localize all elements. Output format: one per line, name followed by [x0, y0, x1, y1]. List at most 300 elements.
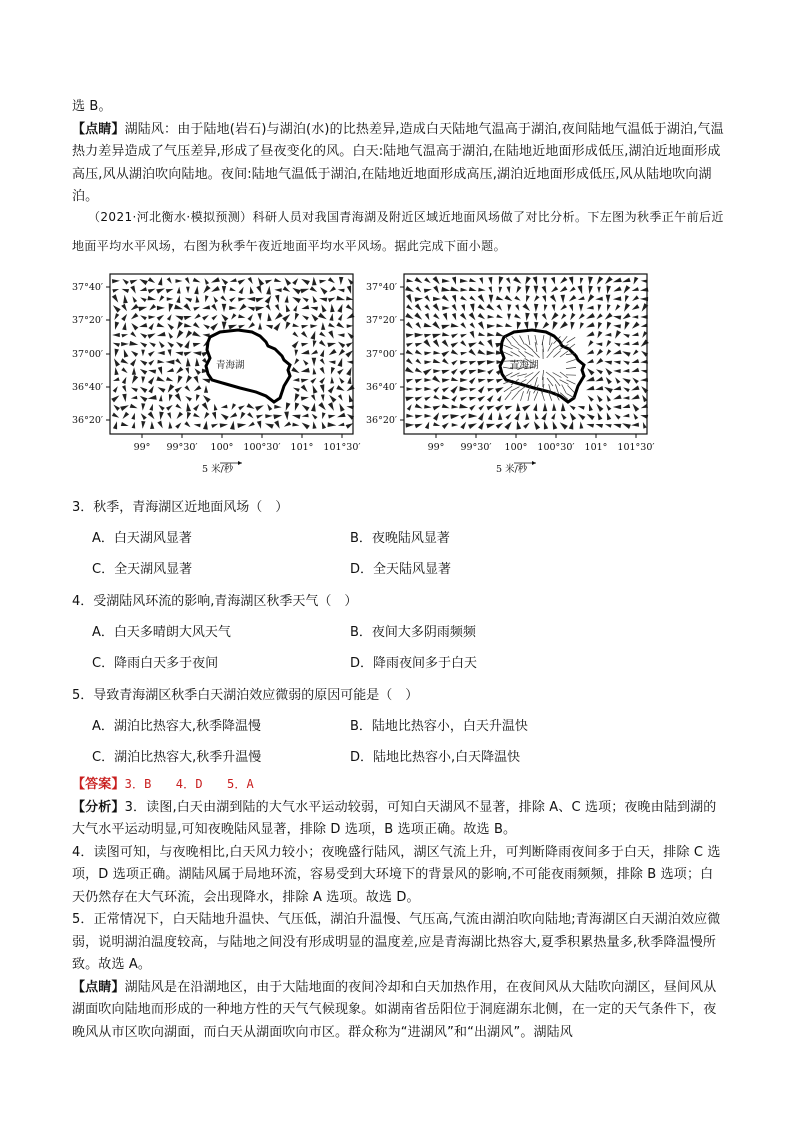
wind-vector — [406, 350, 414, 355]
wind-vector — [478, 405, 484, 411]
wind-vector — [433, 406, 441, 411]
wind-vector — [579, 313, 585, 319]
wind-vector — [157, 315, 164, 321]
wind-vector — [415, 333, 424, 338]
wind-vector — [140, 315, 147, 320]
wind-vector — [113, 405, 120, 411]
wind-vector — [469, 414, 478, 419]
wind-vector — [613, 395, 621, 400]
wind-vector — [544, 304, 548, 311]
wind-vector — [495, 405, 503, 412]
wind-vector — [432, 321, 440, 329]
wind-vector — [405, 286, 414, 292]
wind-vector — [275, 304, 280, 311]
wind-vector — [597, 331, 602, 338]
wind-vector — [311, 394, 316, 401]
wind-vector — [169, 394, 173, 401]
wind-vector — [255, 307, 264, 312]
wind-vector — [302, 405, 310, 412]
wind-vector — [586, 424, 594, 428]
wind-vector — [140, 333, 147, 338]
wind-vector — [295, 393, 300, 402]
wind-vector — [506, 277, 511, 284]
q4-option-b[interactable]: B．夜间大多阴雨频频 — [350, 625, 476, 640]
wind-vector — [499, 287, 503, 294]
latitude-label: 37°20′ — [366, 315, 398, 326]
wind-vector — [301, 325, 308, 329]
wind-vector — [505, 406, 513, 410]
wind-vector — [543, 278, 547, 285]
wind-vector — [632, 341, 639, 345]
wind-vector — [203, 285, 210, 293]
wind-vector — [433, 351, 440, 355]
wind-vector — [470, 322, 476, 328]
q4-option-d[interactable]: D．降雨夜间多于白天 — [350, 656, 478, 671]
wind-vector — [185, 367, 189, 374]
wind-vector — [406, 322, 413, 329]
wind-vector — [570, 413, 576, 421]
wind-vector — [450, 414, 459, 419]
wind-vector — [258, 323, 262, 330]
wind-vector — [487, 388, 494, 392]
wind-vector — [275, 295, 279, 303]
wind-vector — [338, 394, 343, 401]
wind-vector — [561, 295, 566, 304]
wind-vector — [542, 322, 549, 329]
wind-vector — [451, 342, 459, 348]
wind-vector — [423, 339, 430, 347]
wind-vector — [250, 286, 254, 294]
wind-vector — [586, 386, 594, 390]
wind-vector — [322, 422, 326, 430]
wind-vector — [516, 286, 521, 294]
q5-option-a[interactable]: A．湖泊比热容大,秋季降温慢 — [92, 719, 262, 734]
wind-vector — [441, 325, 450, 329]
wind-vector — [613, 369, 620, 373]
wind-vector — [623, 342, 630, 346]
wind-vector — [597, 395, 603, 402]
wind-vector — [220, 423, 228, 427]
wind-vector — [211, 286, 220, 292]
wind-vector — [192, 331, 201, 337]
wind-vector — [112, 294, 119, 302]
wind-vector — [141, 403, 145, 410]
wind-vector — [586, 313, 595, 319]
latitude-label: 37°40′ — [366, 282, 398, 293]
lake-label: 青海湖 — [216, 360, 245, 371]
wind-vector — [111, 395, 119, 402]
wind-vector — [312, 358, 317, 367]
wind-vector — [148, 386, 153, 394]
wind-vector — [112, 413, 119, 418]
wind-vector — [177, 287, 181, 294]
wind-vector — [149, 342, 156, 347]
wind-vector — [460, 334, 467, 338]
wind-vector — [166, 377, 173, 381]
wind-vector — [196, 394, 200, 401]
wind-vector — [177, 412, 183, 419]
wind-vector — [346, 304, 353, 310]
wind-vector — [613, 296, 621, 301]
wind-vector — [442, 370, 450, 374]
wind-vector — [338, 314, 343, 321]
tip2-paragraph — [72, 977, 724, 1045]
wind-vector — [441, 287, 450, 292]
lake-wind-vector — [521, 391, 524, 401]
wind-vector — [184, 352, 192, 357]
wind-vector — [238, 314, 245, 318]
q3-option-c[interactable]: C．全天湖风显著 — [92, 562, 193, 577]
latitude-label: 36°20′ — [72, 415, 104, 426]
wind-vector — [569, 277, 573, 286]
wind-vector — [273, 415, 282, 420]
wind-vector — [148, 395, 157, 400]
wind-vector — [469, 405, 475, 411]
wind-vector — [487, 406, 495, 411]
wind-vector — [292, 278, 298, 285]
wind-vector — [634, 277, 639, 285]
wind-vector — [123, 412, 130, 419]
wind-vector — [596, 343, 603, 347]
wind-vector — [442, 358, 449, 364]
wind-vector — [515, 304, 519, 311]
wind-vector — [442, 332, 450, 336]
wind-vector — [535, 413, 539, 420]
wind-vector — [631, 423, 639, 427]
tip2-text: 湖陆风是在沿湖地区，由于大陆地面的夜间冷却和白天加热作用，在夜间风从大陆吹向湖区，昼间风从湖面吹向陆地而形成的一种地方性的天气气候现象。如湖南省岳阳位于洞庭湖东北侧，在一定的天气条件下，夜晚风从市区吹向湖面，而白天从湖面吹向市区。群众称为“进湖风”和“出湖风”。湖陆风 — [72, 979, 717, 1040]
wind-vector — [202, 315, 209, 321]
wind-vector — [184, 385, 190, 391]
wind-vector — [477, 361, 486, 366]
wind-vector — [622, 404, 630, 408]
scale-label: 5 米/秒 — [496, 464, 528, 475]
wind-vector — [328, 422, 337, 427]
wind-vector — [607, 322, 612, 330]
wind-vector — [158, 387, 166, 393]
wind-vector — [321, 304, 326, 312]
wind-vector — [460, 361, 468, 365]
wind-vector — [148, 315, 155, 319]
scale-arrow-head — [532, 461, 536, 465]
wind-vector — [534, 421, 540, 430]
wind-vector — [293, 305, 297, 312]
wind-vector — [302, 423, 310, 430]
wind-vector — [478, 341, 485, 346]
wind-vector — [633, 413, 638, 420]
wind-vector — [238, 298, 246, 302]
wind-vector — [186, 287, 190, 294]
wind-vector — [339, 403, 344, 412]
wind-vector — [487, 339, 493, 348]
wind-vector — [488, 277, 492, 285]
wind-vector — [631, 368, 639, 372]
q5-option-d[interactable]: D．陆地比热容小,白天降温快 — [350, 750, 521, 765]
wind-vector — [302, 414, 309, 418]
wind-vector — [534, 313, 538, 321]
wind-vector — [194, 286, 199, 295]
wind-vector — [293, 388, 300, 392]
wind-vector — [266, 304, 271, 311]
wind-vector — [606, 340, 611, 347]
wind-vector — [622, 378, 630, 384]
wind-vector — [433, 412, 439, 420]
wind-vector — [415, 286, 421, 292]
wind-vector — [487, 324, 495, 328]
wind-vector — [460, 386, 469, 391]
wind-vector — [442, 306, 449, 310]
wind-vector — [320, 384, 325, 393]
wind-vector — [220, 295, 226, 301]
q4-option-c[interactable]: C．降雨白天多于夜间 — [92, 656, 219, 671]
wind-vector — [255, 405, 264, 411]
wind-vector — [604, 361, 612, 365]
wind-vector — [517, 421, 522, 430]
wind-vector — [284, 422, 291, 427]
wind-vector — [312, 414, 318, 420]
latitude-label: 36°20′ — [366, 415, 398, 426]
wind-vector — [338, 333, 345, 337]
wind-vector — [495, 387, 504, 393]
wind-vector — [561, 313, 566, 319]
wind-vector — [274, 405, 282, 409]
wind-vector — [301, 385, 308, 393]
wind-vector — [415, 350, 422, 355]
wind-vector — [442, 395, 450, 399]
wind-vector — [301, 343, 308, 347]
wind-vector — [578, 285, 583, 294]
wind-vector — [147, 333, 155, 338]
wind-vector — [516, 403, 520, 411]
wind-vector — [607, 395, 611, 402]
wind-vector — [496, 332, 504, 337]
wind-vector — [514, 296, 520, 301]
wind-vector — [533, 403, 537, 411]
wind-vector — [433, 286, 439, 294]
wind-vector — [120, 405, 129, 411]
wind-vector — [266, 325, 274, 329]
wind-vector — [319, 298, 327, 302]
wind-vector — [282, 314, 290, 322]
wind-vector — [525, 276, 531, 285]
wind-vector — [460, 422, 466, 430]
wind-vector — [607, 304, 611, 311]
wind-vector — [202, 305, 210, 309]
wind-vector — [132, 422, 136, 429]
q3-option-b[interactable]: B．夜晚陆风显著 — [350, 531, 450, 546]
wind-vector — [613, 286, 621, 291]
wind-vector — [623, 361, 630, 366]
wind-vector — [606, 295, 611, 303]
wind-vector — [157, 351, 164, 355]
wind-vector — [274, 322, 281, 331]
wind-vector — [211, 315, 217, 321]
wind-vector — [140, 396, 148, 402]
wind-vector — [312, 277, 317, 286]
wind-vector — [633, 404, 640, 412]
wind-vector — [203, 421, 208, 430]
wind-vector — [301, 331, 308, 338]
wind-vector — [150, 421, 154, 429]
wind-vector — [588, 294, 595, 302]
wind-vector — [496, 296, 504, 300]
wind-vector — [552, 304, 556, 311]
wind-vector — [415, 359, 421, 365]
longitude-label: 100°30′ — [537, 442, 575, 453]
wind-vector — [561, 403, 566, 411]
wind-vector — [328, 386, 335, 394]
wind-vector — [157, 323, 165, 328]
wind-vector — [122, 289, 130, 293]
wind-vector — [504, 422, 511, 430]
wind-vector — [322, 412, 326, 419]
wind-vector — [451, 369, 458, 375]
analysis-p4: 4．读图可知，与夜晚相比,白天风力较小；夜晚盛行陆风，湖区气流上升，可判断降雨夜间多于白天，排除 C 选项，D 选项正确。湖陆风属于局地环流，容易受到大环境下的背景风的影响,不可能夜雨频频，排除 B 选项；白天仍然存在大气环流，会出现降水，排除 A 选项。故选 D。 — [72, 844, 721, 905]
wind-vector — [460, 313, 467, 320]
wind-vector — [130, 286, 135, 294]
wind-vector — [551, 277, 555, 285]
wind-vector — [214, 404, 218, 411]
latitude-label: 37°20′ — [72, 315, 104, 326]
wind-vector — [561, 413, 567, 420]
wind-vector — [347, 324, 354, 328]
wind-vector — [131, 313, 139, 320]
wind-vector — [615, 304, 620, 310]
longitude-label: 100° — [504, 442, 528, 453]
wind-vector — [604, 387, 613, 393]
wind-vector — [543, 403, 548, 411]
wind-vector — [496, 423, 503, 429]
wind-vector — [415, 322, 421, 329]
wind-vector — [338, 423, 345, 426]
wind-vector — [478, 421, 484, 429]
wind-vector — [175, 423, 181, 429]
wind-vector — [184, 323, 192, 327]
wind-vector — [523, 423, 530, 429]
wind-vector — [313, 368, 317, 375]
wind-vector — [113, 305, 121, 313]
wind-vector — [424, 352, 431, 356]
wind-vector — [613, 405, 621, 410]
wind-vector — [614, 361, 621, 365]
longitude-label: 99° — [427, 442, 445, 453]
wind-vector — [433, 276, 440, 284]
wind-vector — [533, 276, 537, 285]
wind-vector — [623, 387, 630, 392]
wind-vector — [415, 304, 422, 312]
wind-vector — [139, 279, 148, 285]
wind-vector — [186, 358, 191, 367]
wind-vector — [184, 316, 192, 320]
wind-vector — [613, 386, 621, 390]
wind-vector — [212, 412, 216, 420]
wind-vector — [311, 403, 316, 412]
wind-vector — [122, 377, 127, 384]
longitude-label: 101° — [584, 442, 608, 453]
wind-vector — [469, 349, 477, 356]
wind-vector — [295, 350, 299, 357]
wind-vector — [122, 322, 126, 330]
wind-vector — [319, 280, 326, 284]
wind-vector — [606, 377, 612, 384]
wind-vector — [320, 287, 327, 295]
wind-vector — [140, 342, 147, 348]
wind-vector — [622, 423, 631, 429]
wind-vector — [415, 404, 423, 409]
tip2-label: 【点睛】 — [72, 979, 125, 995]
wind-vector — [613, 350, 622, 355]
wind-vector — [169, 303, 174, 312]
q3-option-d[interactable]: D．全天陆风显著 — [350, 562, 452, 577]
wind-vector — [328, 330, 333, 338]
wind-vector — [605, 368, 612, 375]
wind-vector — [625, 295, 629, 302]
intro-text: 科研人员对我国青海湖及附近区域近地面风场做了对比分析。下左图为秋季正午前后近地面平均水平风场，右图为秋季午夜近地面平均水平风场。据此完成下面小题。 — [72, 210, 724, 253]
wind-vector — [239, 304, 247, 311]
wind-vector — [185, 298, 192, 303]
wind-vector — [405, 367, 414, 373]
wind-vector — [310, 331, 315, 340]
q4-option-a[interactable]: A．白天多晴朗大风天气 — [92, 625, 231, 640]
answer-section — [72, 773, 724, 1044]
map-midnight — [364, 270, 684, 475]
wind-vector — [247, 297, 255, 302]
tip-paragraph — [72, 119, 724, 209]
wind-vector — [319, 340, 326, 347]
wind-vector — [336, 385, 344, 391]
wind-vector — [148, 277, 155, 283]
wind-vector — [459, 404, 468, 409]
wind-vector — [595, 297, 603, 301]
wind-vector — [443, 313, 447, 321]
wind-vector — [469, 388, 476, 391]
wind-vector — [286, 304, 290, 312]
wind-vector — [553, 421, 558, 430]
wind-vector — [293, 378, 300, 382]
wind-vector — [302, 297, 309, 302]
wind-vector — [113, 343, 120, 347]
q5-option-c[interactable]: C．湖泊比热容大,秋季升温慢 — [92, 750, 262, 765]
wind-vector — [489, 295, 494, 303]
wind-vector — [595, 386, 603, 390]
wind-vector — [313, 385, 318, 394]
wind-vector — [295, 313, 299, 321]
wind-vector — [184, 421, 190, 427]
wind-vector — [470, 304, 475, 313]
wind-vector — [615, 330, 621, 339]
wind-vector — [211, 304, 217, 311]
wind-vector — [130, 359, 136, 367]
wind-vector — [423, 369, 432, 376]
wind-vector — [186, 403, 191, 412]
q3-option-a[interactable]: A．白天湖风显著 — [92, 531, 192, 546]
wind-vector — [424, 405, 432, 409]
wind-vector — [229, 306, 237, 310]
wind-vector — [442, 387, 449, 392]
q5-option-b[interactable]: B．陆地比热容小，白天升温快 — [350, 719, 528, 734]
wind-vector — [319, 377, 325, 384]
wind-vector — [452, 295, 456, 303]
wind-vector — [193, 343, 201, 347]
wind-vector — [478, 332, 485, 336]
wind-vector — [175, 393, 181, 402]
wind-vector — [605, 424, 612, 428]
wind-vector — [478, 313, 485, 319]
wind-vector — [131, 413, 135, 420]
wind-vector — [487, 333, 495, 337]
wind-vector — [265, 295, 272, 304]
wind-vector — [522, 405, 530, 412]
longitude-label: 99° — [133, 442, 151, 453]
